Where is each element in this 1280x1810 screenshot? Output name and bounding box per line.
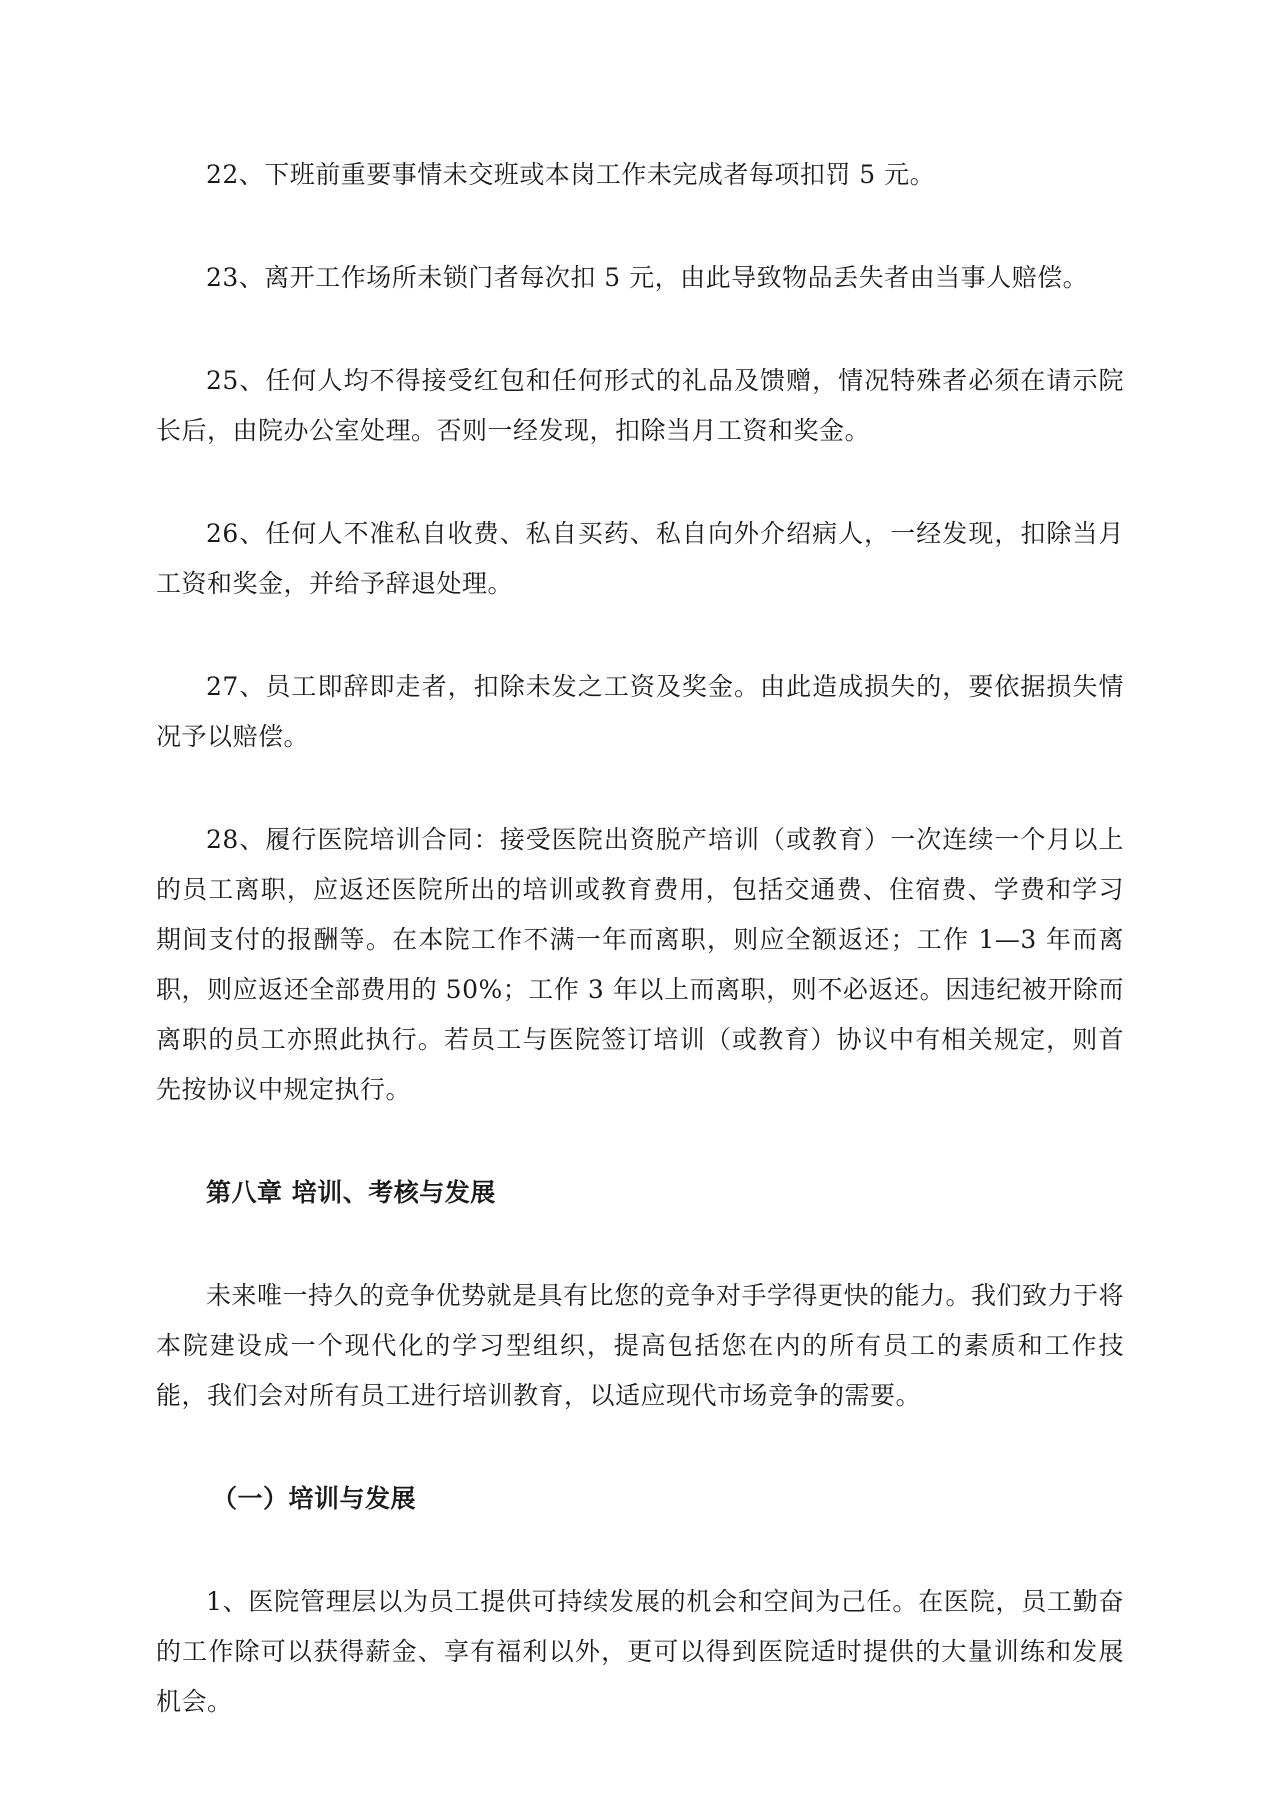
section-title: （一）培训与发展	[212, 1484, 417, 1513]
paragraph-22: 22、下班前重要事情未交班或本岗工作未完成者每项扣罚 5 元。	[206, 160, 936, 189]
document-page	[156, 150, 1124, 1780]
section-paragraph-1: 1、医院管理层以为员工提供可持续发展的机会和空间为己任。在医院，员工勤奋的工作除可以获得薪金、享有福利以外，更可以得到医院适时提供的大量训练和发展机会。	[156, 1587, 1124, 1716]
chapter-intro: 未来唯一持久的竞争优势就是具有比您的竞争对手学得更快的能力。我们致力于将本院建设成一个现代化的学习型组织，提高包括您在内的所有员工的素质和工作技能，我们会对所有员工进行培训教育，以适应现代市场竞争的需要。	[156, 1281, 1125, 1410]
paragraph-25: 25、任何人均不得接受红包和任何形式的礼品及馈赠，情况特殊者必须在请示院长后，由院办公室处理。否则一经发现，扣除当月工资和奖金。	[156, 366, 1124, 445]
paragraph-26: 26、任何人不准私自收费、私自买药、私自向外介绍病人，一经发现，扣除当月工资和奖金，并给予辞退处理。	[156, 519, 1124, 598]
paragraph-23: 23、离开工作场所未锁门者每次扣 5 元，由此导致物品丢失者由当事人赔偿。	[206, 263, 1089, 292]
paragraph-28: 28、履行医院培训合同：接受医院出资脱产培训（或教育）一次连续一个月以上的员工离职，应返还医院所出的培训或教育费用，包括交通费、住宿费、学费和学习期间支付的报酬等。在本院工作不满一年而离职，则应全额返还；工作 1—3 年而离职，则应返还全部费用的 50%；工作 3 年以上而离职，则不必返还。因违纪被开除而离职的员工亦照此执行。若员工与医院签订培训（或教育）协议中有相关规定，则首先按协议中规定执行。	[156, 825, 1124, 1104]
chapter-title: 第八章 培训、考核与发展	[206, 1178, 496, 1207]
paragraph-27: 27、员工即辞即走者，扣除未发之工资及奖金。由此造成损失的，要依据损失情况予以赔偿。	[156, 672, 1124, 751]
